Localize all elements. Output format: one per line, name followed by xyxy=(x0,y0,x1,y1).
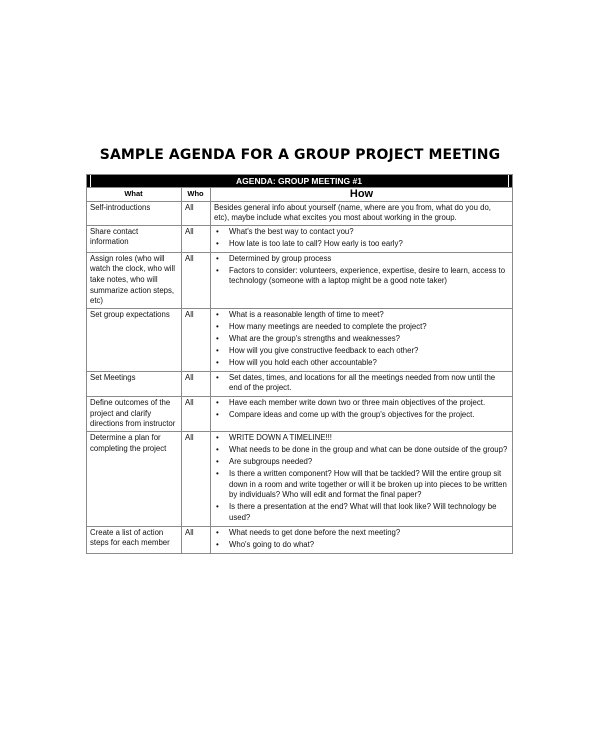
how-bullet-list xyxy=(214,398,508,421)
cell-how xyxy=(211,225,513,252)
cell-who: All xyxy=(182,526,211,553)
cell-how xyxy=(211,252,513,308)
document-title: SAMPLE AGENDA FOR A GROUP PROJECT MEETING xyxy=(99,147,501,163)
how-bullet-item: • What's the best way to contact you? xyxy=(214,227,508,238)
how-bullet-list xyxy=(214,433,508,523)
cell-what: Create a list of action steps for each member xyxy=(87,526,182,553)
how-bullet-item: • How will you give constructive feedback to each other? xyxy=(214,346,508,357)
how-bullet-item: • Determined by group process xyxy=(214,254,508,265)
column-header-how: How xyxy=(211,188,513,202)
cell-what: Set group expectations xyxy=(87,308,182,371)
cell-who: All xyxy=(182,371,211,397)
cell-how xyxy=(211,201,513,225)
how-bullet-item: • What is a reasonable length of time to meet? xyxy=(214,310,508,321)
how-bullet-item: • What needs to get done before the next meeting? xyxy=(214,528,508,539)
how-bullet-item: • Are subgroups needed? xyxy=(214,457,508,468)
agenda-table xyxy=(86,174,513,554)
agenda-band-title: AGENDA: GROUP MEETING #1 xyxy=(87,175,513,188)
cell-how xyxy=(211,526,513,553)
how-bullet-item: • How late is too late to call? How early is too early? xyxy=(214,239,508,250)
cell-how xyxy=(211,308,513,371)
column-header-what: What xyxy=(87,188,182,202)
how-bullet-item: • Have each member write down two or three main objectives of the project. xyxy=(214,398,508,409)
how-bullet-list xyxy=(214,254,508,287)
cell-what: Assign roles (who will watch the clock, who will take notes, who will summarize action steps, etc) xyxy=(87,252,182,308)
cell-how xyxy=(211,432,513,527)
cell-what: Define outcomes of the project and clarify directions from instructor xyxy=(87,397,182,432)
how-bullet-item: • Factors to consider: volunteers, experience, expertise, desire to learn, access to technology (someone with a laptop might be a good note taker) xyxy=(214,266,508,287)
how-paragraph: Besides general info about yourself (name, where are you from, what do you do, etc), maybe include what excites you most about working in the group. xyxy=(214,202,491,223)
table-row xyxy=(87,308,513,371)
how-bullet-item: • What are the group's strengths and weaknesses? xyxy=(214,334,508,345)
how-bullet-item: • How many meetings are needed to complete the project? xyxy=(214,322,508,333)
how-bullet-item: • Set dates, times, and locations for all the meetings needed from now until the end of the project. xyxy=(214,373,508,394)
how-bullet-item: • What needs to be done in the group and what can be done outside of the group? xyxy=(214,445,508,456)
cell-who: All xyxy=(182,308,211,371)
cell-how xyxy=(211,371,513,397)
cell-who: All xyxy=(182,201,211,225)
cell-what: Set Meetings xyxy=(87,371,182,397)
cell-who: All xyxy=(182,432,211,527)
table-row xyxy=(87,526,513,553)
how-bullet-list xyxy=(214,373,508,394)
table-row xyxy=(87,397,513,432)
cell-who: All xyxy=(182,252,211,308)
how-bullet-list xyxy=(214,227,508,250)
how-bullet-list xyxy=(214,310,508,369)
cell-what: Determine a plan for completing the project xyxy=(87,432,182,527)
how-bullet-item: • How will you hold each other accountable? xyxy=(214,358,508,369)
cell-what: Self-introductions xyxy=(87,201,182,225)
how-bullet-list xyxy=(214,528,508,551)
table-row xyxy=(87,201,513,225)
cell-who: All xyxy=(182,225,211,252)
how-bullet-item: • Compare ideas and come up with the group's objectives for the project. xyxy=(214,410,508,421)
cell-who: All xyxy=(182,397,211,432)
how-bullet-item: • Is there a presentation at the end? What will that look like? Will technology be used? xyxy=(214,502,508,523)
table-row xyxy=(87,432,513,527)
table-row xyxy=(87,252,513,308)
agenda-band-row xyxy=(87,175,513,188)
column-header-row xyxy=(87,188,513,202)
cell-what: Share contact information xyxy=(87,225,182,252)
column-header-who: Who xyxy=(182,188,211,202)
how-bullet-item: • WRITE DOWN A TIMELINE!!! xyxy=(214,433,508,444)
table-row xyxy=(87,371,513,397)
how-bullet-item: • Is there a written component? How will that be tackled? Will the entire group sit down in a room and write together or will it be broken up into pieces to be written by individuals? Who will edit and format the final paper? xyxy=(214,469,508,501)
agenda-rows xyxy=(87,201,513,553)
cell-how xyxy=(211,397,513,432)
how-bullet-item: • Who's going to do what? xyxy=(214,540,508,551)
table-row xyxy=(87,225,513,252)
